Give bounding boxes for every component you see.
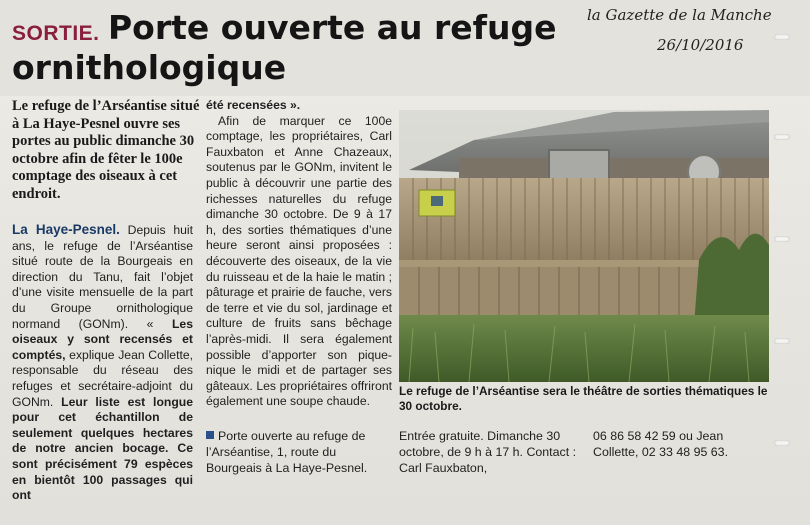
article-column-2	[206, 98, 392, 410]
punch-hole	[774, 34, 790, 40]
info-contact: 06 86 58 42 59 ou Jean Collette, 02 33 48 95 63.	[593, 429, 729, 459]
column2-quote-end: été recensées ».	[206, 98, 301, 112]
column1-text-c: explique Jean Collette, responsable du réseau des refuges et secrétaire-adjoint du GONm.	[12, 347, 194, 409]
article-lede: Le refuge de l’Arséantise situé à La Haye-Pesnel ouvre ses portes au public dimanche 30 octobre afin de fêter le 100e comptage des oiseaux à cet endroit.	[12, 98, 200, 202]
column1-text-a: Depuis huit ans, le refuge de l’Arséantise situé route de la Bourgeais en direction du Tanu, fait l’objet d’une visite mensuelle de la part du Groupe ornithologique normand (GONm). «	[12, 223, 193, 331]
info-event-text: Porte ouverte au refuge de l’Arséantise, 1, route du Bourgeais à La Haye-Pesnel.	[206, 429, 368, 475]
punch-hole	[774, 134, 790, 140]
handwritten-publication: la Gazette de la Manche	[587, 6, 772, 24]
kicker-label: SORTIE.	[12, 22, 100, 45]
punch-hole	[774, 236, 790, 242]
headline	[12, 8, 582, 88]
column1-quote-a: Les oiseaux y sont recensés et comptés,	[12, 316, 193, 362]
article-column-1	[12, 222, 193, 504]
dateline: La Haye-Pesnel.	[12, 222, 120, 237]
bullet-square-icon	[206, 431, 214, 439]
handwritten-date: 26/10/2016	[657, 36, 744, 54]
headline-text: Porte ouverte au refuge ornithologique	[12, 8, 557, 87]
info-schedule: Entrée gratuite. Dimanche 30 octobre, de 9 h à 17 h. Contact : Carl Fauxbaton,	[399, 429, 577, 475]
punch-hole	[774, 338, 790, 344]
column1-quote-b: Leur liste est longue pour cet échantillon de seulement quelques hectares de notre ancien bocage. Ce sont précisément 79 espèces en bientôt 100 passages qui ont	[12, 394, 194, 503]
refuge-photo-image	[399, 110, 769, 382]
punch-hole	[774, 440, 790, 446]
info-event	[206, 428, 382, 476]
photo-caption: Le refuge de l’Arséantise sera le théâtre de sorties thématiques le 30 octobre.	[399, 384, 768, 413]
column2-text: Afin de marquer ce 100e comptage, les propriétaires, Carl Fauxbaton et Anne Chazeaux, soutenus par le GONm, invitent le public à découvrir une partie des richesses naturelles du refuge dimanche 30 octobre. De 9 à 17 h, des sorties thématiques d’une heure seront ainsi proposées : découverte des oiseaux, de la vie du ruisseau et de la haie le matin ; pâturage et prairie de fauche, vers de terre et vie du sol, jardinage et culture de fruits sans bêchage l’après-midi. Il sera également possible d’apporter son pique-nique le midi et de partager ses gâteaux. Les propriétaires offriront également une soupe chaude.	[206, 113, 392, 409]
refuge-photo	[399, 110, 769, 382]
